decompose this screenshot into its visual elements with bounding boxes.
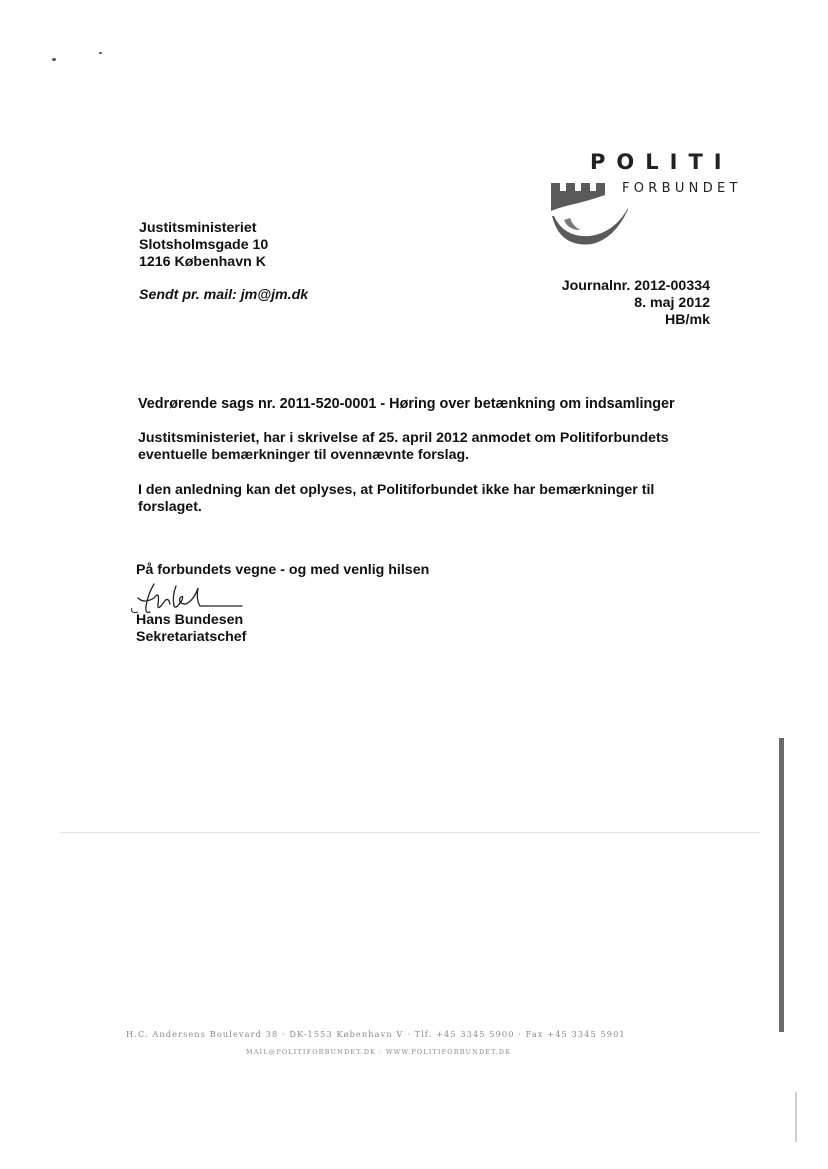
sent-by-mail: Sendt pr. mail: jm@jm.dk — [139, 287, 309, 303]
scan-edge-bar — [779, 738, 784, 1032]
scan-artifact-line — [60, 832, 760, 833]
subject-line: Vedrørende sags nr. 2011-520-0001 - Høring over betænkning om indsamlinger — [138, 396, 675, 412]
recipient-address — [139, 220, 268, 271]
signatory — [136, 612, 246, 646]
body-paragraph-2: I den anledning kan det oplyses, at Politiforbundet ikke har bemærkninger til forslaget. — [138, 482, 655, 515]
scan-speck — [52, 58, 56, 61]
letter-date: 8. maj 2012 — [634, 295, 710, 311]
initials: HB/mk — [665, 312, 710, 328]
logo-wordmark: POLITI — [590, 150, 733, 174]
recipient-city: 1216 København K — [139, 254, 266, 270]
footer-contact: MAIL@POLITIFORBUNDET.DK · WWW.POLITIFORBUNDET.DK — [246, 1048, 512, 1056]
signatory-name: Hans Bundesen — [136, 612, 244, 628]
politiforbundet-logo — [548, 150, 778, 250]
logo-subtitle: FORBUNDET — [622, 181, 742, 196]
signatory-title: Sekretariatschef — [136, 629, 247, 645]
recipient-street: Slotsholmsgade 10 — [139, 237, 269, 253]
recipient-name: Justitsministeriet — [139, 220, 257, 236]
journal-number: Journalnr. 2012-00334 — [561, 278, 710, 294]
body-paragraph-1: Justitsministeriet, har i skrivelse af 25. april 2012 anmodet om Politiforbundets eventuelle bemærkninger til ovennævnte forslag. — [138, 430, 669, 463]
crown-eye-logo-icon — [548, 178, 628, 250]
closing-line: På forbundets vegne - og med venlig hilsen — [136, 562, 430, 578]
reference-block — [562, 278, 710, 329]
footer-address: H.C. Andersens Boulevard 38 · DK-1553 København V · Tlf. +45 3345 5900 · Fax +45 3345 5901 — [126, 1029, 626, 1039]
scan-speck — [99, 52, 102, 54]
scan-edge-mark — [795, 1092, 797, 1142]
